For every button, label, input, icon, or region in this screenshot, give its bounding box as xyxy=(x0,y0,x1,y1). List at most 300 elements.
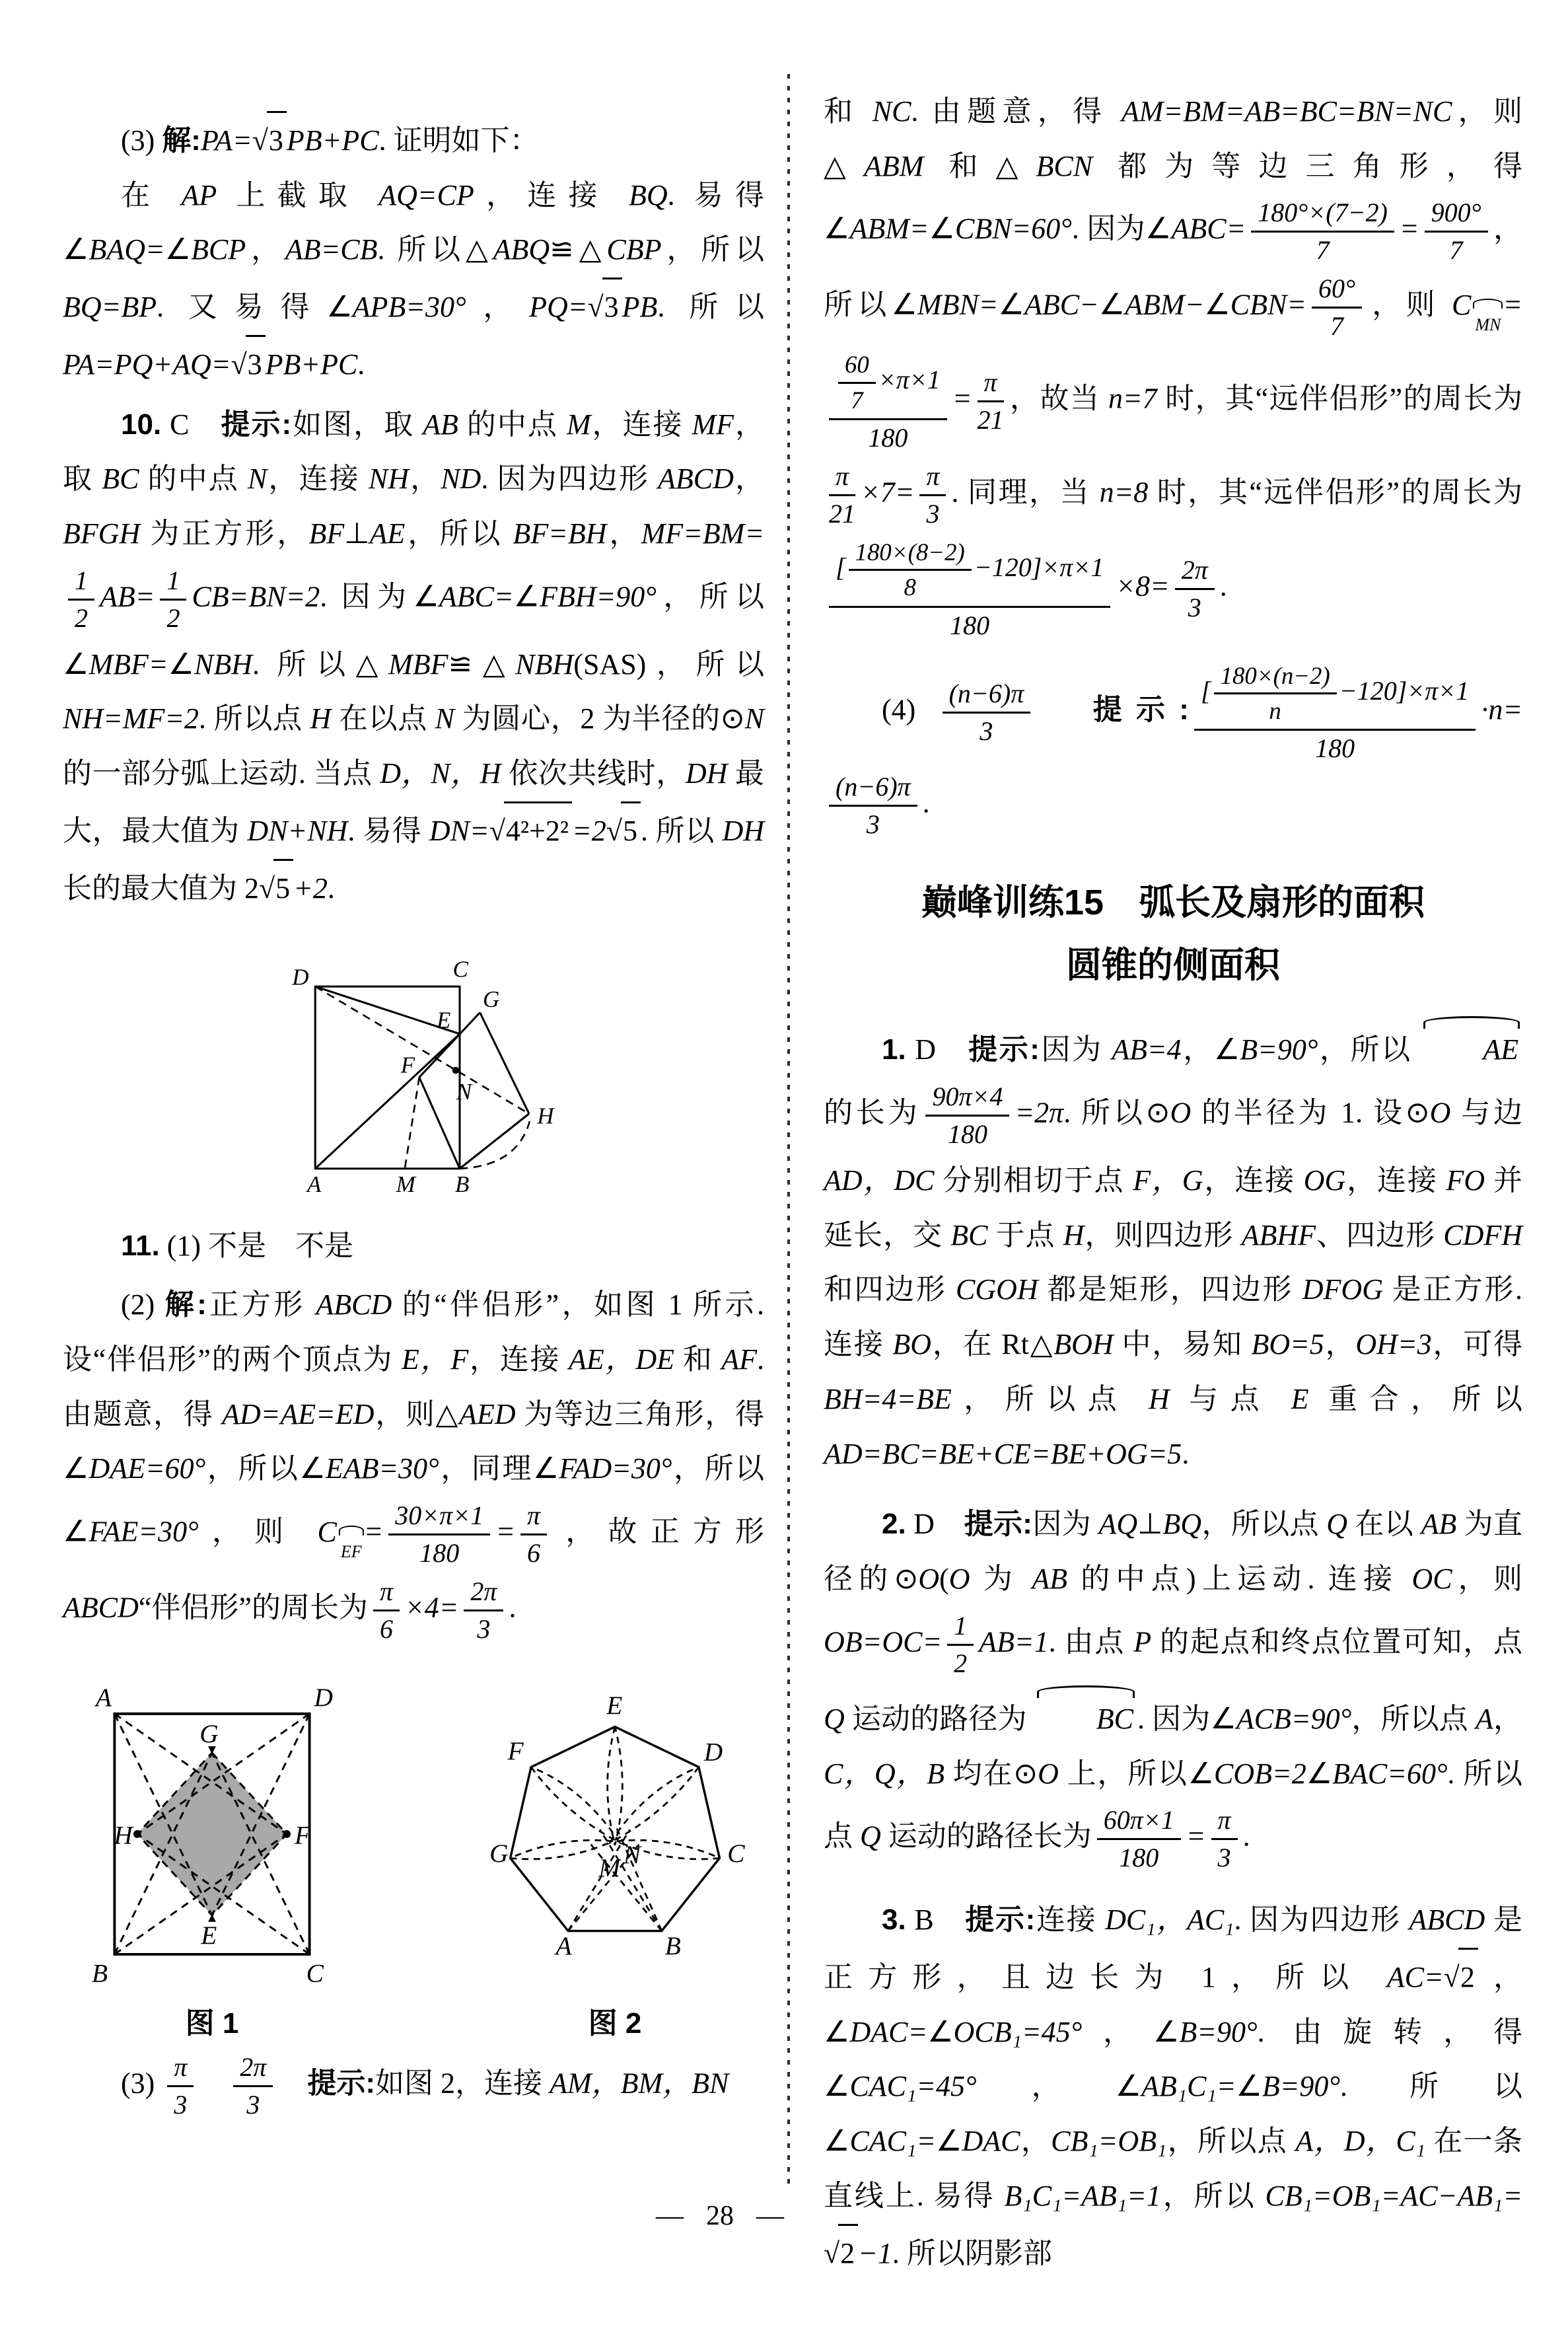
math-run: H xyxy=(1148,1382,1170,1415)
text-run: . xyxy=(509,1591,517,1624)
math-run: −1 xyxy=(858,2236,892,2270)
fraction-numerator xyxy=(1175,555,1215,590)
page-number-row xyxy=(614,2200,826,2232)
fig2-label-F: F xyxy=(507,1736,524,1765)
text-run: ，所以点 xyxy=(951,1382,1149,1415)
left-column xyxy=(63,111,764,2124)
math-run: ⊙O xyxy=(894,1563,940,1596)
text-run: . 由题意，得 xyxy=(911,95,1122,128)
fraction-numerator xyxy=(947,1611,974,1646)
math-run: =2 xyxy=(572,814,606,847)
math-run: 3 xyxy=(477,1613,491,1644)
sqrt-expression xyxy=(588,277,622,335)
math-run: ∠CAC₁=45° xyxy=(824,2070,977,2103)
paragraph xyxy=(63,111,764,168)
text-run: D xyxy=(906,1508,964,1541)
bold-label: 10. xyxy=(121,408,162,441)
math-run: ∠B=90° xyxy=(1153,2015,1258,2048)
text-run: ，则 xyxy=(1367,289,1452,322)
math-run: 60° xyxy=(1318,274,1355,304)
math-run: ABCD xyxy=(63,1591,139,1624)
text-run: 的“伴侣形”，如图 1 所示. 设“伴侣形”的两个顶点为 xyxy=(63,1288,765,1376)
math-run: ∠BAQ=∠BCP xyxy=(63,233,246,266)
text-run: ， xyxy=(466,291,530,324)
paragraph xyxy=(824,1893,1522,2281)
text-run: (2) xyxy=(121,1288,165,1321)
fraction-numerator xyxy=(1214,662,1337,694)
text-run: . xyxy=(1219,570,1227,603)
math-run: π xyxy=(379,1576,393,1606)
math-run: ND xyxy=(441,462,481,496)
text-run: 为正方形， xyxy=(140,517,309,550)
text-run: . 所以点 xyxy=(824,1757,1523,1853)
math-run: AE，DE xyxy=(569,1343,674,1376)
math-run: 8 xyxy=(904,573,916,601)
paragraph xyxy=(63,1219,764,1274)
text-run: 中，易知 xyxy=(1113,1328,1252,1361)
paragraph xyxy=(824,1497,1522,1877)
fig1-label-A: A xyxy=(95,1683,112,1713)
math-run: ∠CAC₁=∠DAC xyxy=(824,2125,1020,2158)
math-run: ∠MBF=∠NBH xyxy=(63,647,252,681)
fraction-denominator xyxy=(1194,731,1476,764)
text-run: 的中点 xyxy=(139,462,248,496)
bold-label: 提示: xyxy=(221,408,292,441)
math-run: ∠COB=2∠BAC=60° xyxy=(1188,1757,1448,1790)
math-run: −120]×π×1 xyxy=(1339,675,1470,706)
fraction-numerator xyxy=(919,461,946,496)
sqrt-expression xyxy=(1444,1948,1478,2005)
math-run: = xyxy=(1186,1820,1206,1853)
math-run: MF=BM= xyxy=(641,517,765,550)
text-run: ， xyxy=(1181,1033,1214,1066)
math-run: MF xyxy=(692,408,734,441)
fig10-point-N-dot xyxy=(452,1067,460,1074)
fraction xyxy=(1175,555,1215,623)
text-run: 运动的路径为 xyxy=(844,1702,1034,1735)
math-run: 180 xyxy=(947,1119,987,1150)
fraction-denominator xyxy=(1312,309,1362,342)
math-run: 900° xyxy=(1431,198,1481,228)
text-run: 并延长，交 xyxy=(824,1164,1523,1251)
text-run: 均在 xyxy=(944,1757,1014,1790)
text-run xyxy=(199,2067,228,2100)
math-run: AB xyxy=(1032,1563,1068,1596)
fig1-label-B: B xyxy=(91,1958,108,1988)
math-run: C，Q，B xyxy=(824,1757,944,1790)
math-run: DN+NH xyxy=(247,814,348,847)
radicand: 4²+2² xyxy=(504,801,572,859)
text-run: 分别相切于点 xyxy=(934,1164,1133,1197)
right-text-top xyxy=(824,85,1522,844)
fig2-heptagon xyxy=(511,1726,720,1931)
fig1-shaded-rhombus xyxy=(137,1753,287,1915)
math-run: 180 xyxy=(950,610,990,640)
math-run: N xyxy=(247,462,267,496)
math-run: P xyxy=(1133,1625,1152,1658)
math-run: π xyxy=(983,367,997,398)
math-run: CDFH xyxy=(1443,1218,1523,1251)
text-run: . 证明如下： xyxy=(378,124,539,157)
math-run: ×7= xyxy=(861,476,915,509)
figure-problem10-wrap xyxy=(63,933,764,1211)
fraction-denominator xyxy=(160,601,186,634)
text-run: ， xyxy=(733,462,765,496)
math-run: 180 xyxy=(1315,733,1355,764)
math-run: E xyxy=(1291,1382,1309,1415)
math-run: △BCN xyxy=(995,149,1093,182)
text-run: . 由题意，得 xyxy=(63,1343,765,1430)
fraction-denominator xyxy=(1251,233,1394,266)
fig1-label-E: E xyxy=(201,1921,217,1950)
fraction-denominator xyxy=(520,1535,547,1568)
fraction xyxy=(1097,1805,1181,1873)
fraction-denominator xyxy=(978,402,1004,435)
fraction-denominator xyxy=(1425,233,1488,266)
paragraph xyxy=(824,657,1522,844)
fraction-numerator xyxy=(373,1576,400,1611)
text-run: ，所以 xyxy=(656,580,765,613)
math-run: = xyxy=(363,1515,384,1548)
text-run: 和四边形 xyxy=(824,1273,956,1306)
math-run: DN= xyxy=(429,814,489,847)
radical-sign: √ xyxy=(489,814,505,847)
fraction-numerator xyxy=(160,566,186,601)
text-run: ，所以 xyxy=(1160,2179,1265,2212)
fraction xyxy=(520,1500,547,1568)
fraction xyxy=(829,537,1110,641)
text-run: 在 xyxy=(121,178,182,211)
math-run: ∠FAE=30° xyxy=(63,1515,199,1548)
math-run: 2π xyxy=(1181,554,1208,585)
text-run: ，所以 xyxy=(205,1452,300,1485)
text-run: ， xyxy=(246,233,285,266)
fig10-label-F: F xyxy=(400,1052,415,1078)
text-run: . 所以点 xyxy=(199,702,310,735)
text-run: ，则四边形 xyxy=(1084,1218,1242,1251)
fraction xyxy=(464,1576,503,1644)
math-run: OH=3 xyxy=(1355,1328,1432,1361)
text-run: “伴侣形”的周长为 xyxy=(138,1591,368,1624)
fraction xyxy=(1251,198,1394,266)
math-run: BQ xyxy=(628,178,668,211)
text-run: . 所以 xyxy=(1340,2070,1522,2103)
text-run: . 因为 xyxy=(1071,213,1146,246)
fraction-numerator xyxy=(388,1500,490,1535)
page-number: 28 xyxy=(706,2201,734,2231)
math-run: AB=CB xyxy=(285,233,378,266)
figure2-cell xyxy=(475,1668,755,2042)
math-run: n xyxy=(1269,697,1281,724)
fraction-denominator xyxy=(1214,694,1337,725)
bold-label: 3. xyxy=(882,1903,906,1937)
fig10-label-C: C xyxy=(452,956,468,982)
text-run: ，所以点 xyxy=(1166,2125,1296,2158)
fig10-solid-lines xyxy=(315,986,529,1169)
radical-sign: √ xyxy=(824,2236,840,2270)
radicand: 5 xyxy=(621,801,641,859)
text-run: ，所以点 xyxy=(1201,1508,1327,1541)
text-run: 在以点 xyxy=(331,702,435,735)
figure1-cell xyxy=(72,1668,352,2042)
fraction xyxy=(943,679,1031,747)
math-run: OB=OC= xyxy=(824,1625,943,1658)
math-run: ∠FAD=30° xyxy=(532,1452,672,1485)
math-run: H xyxy=(1063,1218,1085,1251)
math-run: DFOG xyxy=(1302,1273,1383,1306)
fraction-denominator xyxy=(1211,1840,1238,1873)
fig10-label-A: A xyxy=(307,1171,322,1198)
math-run: AC= xyxy=(1386,1960,1444,1993)
text-run: 的起点和终点位置可知，点 xyxy=(1151,1625,1523,1658)
fraction-numerator xyxy=(978,367,1004,402)
radicand: 5 xyxy=(273,859,293,916)
text-run: 长的最大值为 2 xyxy=(63,871,259,904)
text-run: . xyxy=(357,348,365,381)
text-run: 是正方形，且边长为 1，所以 xyxy=(824,1903,1523,1993)
text-run: . 易得 xyxy=(347,814,429,847)
text-run: D xyxy=(906,1033,969,1066)
text-run: ，连接 xyxy=(468,1343,569,1376)
fig10-label-D: D xyxy=(292,964,309,990)
math-run: 3 xyxy=(926,499,940,529)
text-run: ， xyxy=(976,2070,1116,2103)
text-run: . 同理，当 xyxy=(951,476,1100,509)
math-run: 2π xyxy=(240,2051,267,2082)
math-run: FO xyxy=(1446,1164,1485,1197)
math-run: ∠B=90° xyxy=(1213,1033,1318,1066)
text-run: ，所以 xyxy=(1318,1033,1421,1066)
left-text-mid xyxy=(63,1219,764,1648)
text-run: 运动的路径长为 xyxy=(880,1820,1092,1853)
math-run: 7 xyxy=(851,386,863,414)
text-run: . xyxy=(1242,1820,1250,1853)
math-run: π xyxy=(926,461,940,492)
text-run: . 所以 xyxy=(252,647,356,681)
text-run: 的中点 xyxy=(458,408,567,441)
fraction-denominator xyxy=(167,2087,194,2120)
page-number-dash-right: — xyxy=(756,2201,784,2231)
text-run: 上截取 xyxy=(217,178,379,211)
math-run: DC₁，AC₁ xyxy=(1105,1903,1234,1937)
math-run: 2 xyxy=(75,603,88,633)
math-run: 180×(n−2) xyxy=(1220,661,1330,689)
text-run: 时，其“远伴侣形”的周长为 xyxy=(1148,476,1523,509)
text-run: ，所以点 xyxy=(1351,1702,1476,1735)
math-run: ABCD xyxy=(658,462,734,496)
fraction xyxy=(829,350,947,453)
fig2-label-G: G xyxy=(489,1839,509,1868)
text-run: 为直径的 xyxy=(824,1508,1523,1596)
fig10-label-G: G xyxy=(483,986,500,1013)
text-run: . 易得 xyxy=(667,178,765,211)
fig10-dashed-lines xyxy=(315,986,530,1169)
math-run: 90π×4 xyxy=(932,1082,1003,1112)
math-run: 180 xyxy=(868,423,908,453)
fraction-denominator xyxy=(943,714,1031,747)
math-run: ∠ACB=90° xyxy=(1210,1702,1352,1735)
fraction-denominator xyxy=(68,601,94,634)
fraction-numerator xyxy=(829,461,855,496)
fraction-denominator xyxy=(849,571,972,601)
text-run: ，所以 xyxy=(824,213,1522,322)
math-run: 6 xyxy=(527,1537,541,1568)
sqrt-expression xyxy=(606,801,641,859)
text-run: (4) xyxy=(882,693,937,726)
text-run: ，连接 xyxy=(267,462,369,496)
fraction-numerator xyxy=(68,566,94,601)
fig10-label-N: N xyxy=(456,1079,472,1105)
math-run: =2π xyxy=(1015,1096,1064,1129)
text-run: 和 xyxy=(923,149,996,182)
text-run: . 所以 xyxy=(1063,1096,1146,1129)
math-run: ⊙O xyxy=(1013,1757,1059,1790)
text-run: 因为 xyxy=(1032,1508,1099,1541)
text-run: 的中点)上运动. 连接 xyxy=(1067,1563,1412,1596)
math-run: 1 xyxy=(954,1610,968,1641)
math-run: ∠MBN=∠ABC−∠ABM−∠CBN= xyxy=(891,289,1306,322)
math-run: 2 xyxy=(954,1648,968,1678)
math-run: D，N，H xyxy=(380,757,501,790)
text-run: B xyxy=(906,1903,966,1937)
text-run: . 所以 xyxy=(640,814,723,847)
fraction-numerator xyxy=(829,350,947,420)
math-run: PB+PC xyxy=(265,348,358,381)
math-run: π xyxy=(174,2051,188,2082)
math-run: BF=BH xyxy=(513,517,607,550)
math-run: E，F xyxy=(401,1343,469,1376)
math-run: 7 xyxy=(1449,235,1463,266)
math-run: AQ=CP xyxy=(378,178,474,211)
fraction-denominator xyxy=(1175,590,1215,623)
paragraph xyxy=(63,2048,764,2124)
text-run: . xyxy=(922,786,930,819)
text-run: ，故当 xyxy=(1009,382,1108,415)
text-run: ， xyxy=(1493,1702,1522,1735)
math-run: 2 xyxy=(166,603,180,633)
fraction-numerator xyxy=(520,1500,547,1535)
radicand: 3 xyxy=(246,335,266,392)
text-run: 因为 xyxy=(1039,1033,1112,1066)
math-run: ∠DAE=60° xyxy=(63,1452,206,1485)
text-run: 上，所以 xyxy=(1058,1757,1188,1790)
math-run: [ xyxy=(836,552,846,583)
fraction xyxy=(1194,661,1476,764)
radical-sign: √ xyxy=(606,814,622,847)
right-text-items xyxy=(824,1014,1522,2281)
fraction-numerator xyxy=(829,772,917,807)
text-run: ，连接 xyxy=(1203,1164,1304,1197)
text-run: ，所以 xyxy=(672,1452,765,1485)
math-run: BC xyxy=(950,1218,988,1251)
fig10-label-H: H xyxy=(537,1103,554,1129)
fraction xyxy=(388,1500,490,1568)
radicand: 3 xyxy=(602,277,622,335)
math-run: +2 xyxy=(293,871,328,904)
sqrt-expression xyxy=(824,2224,858,2281)
text-run: 在一条直线上. 易得 xyxy=(824,2125,1523,2212)
fraction-denominator xyxy=(829,608,1110,641)
text-run: 最大，最大值为 xyxy=(63,757,765,847)
fig2-label-E: E xyxy=(606,1690,623,1720)
math-run: 60 xyxy=(845,351,869,379)
fraction-denominator xyxy=(233,2087,273,2120)
fraction-numerator xyxy=(464,1576,503,1611)
text-run: 依次共线时， xyxy=(501,757,686,790)
text-run: ，同理 xyxy=(439,1452,533,1485)
left-text-bottom xyxy=(63,2048,764,2124)
text-run: 的长为 xyxy=(824,1096,921,1129)
math-run: PA=PQ+AQ= xyxy=(63,348,231,381)
fraction xyxy=(829,772,917,840)
math-run: PB xyxy=(622,291,658,324)
page-number-dash-left: — xyxy=(656,2201,684,2231)
math-run: CB₁=OB₁=AC−AB₁= xyxy=(1265,2179,1523,2212)
text-run: 在以 xyxy=(1347,1508,1421,1541)
text-run: ，则 xyxy=(1452,1563,1523,1596)
text-run: . 因为 xyxy=(1137,1702,1211,1735)
math-run: ∠ABC= xyxy=(1145,213,1246,246)
math-run: 2π xyxy=(470,1576,497,1606)
math-run: 21 xyxy=(977,405,1004,435)
bold-label: 1. xyxy=(882,1033,906,1066)
fig1-label-C: C xyxy=(306,1958,324,1988)
math-run: ×4= xyxy=(405,1591,459,1624)
fig10-label-M: M xyxy=(396,1171,415,1198)
fraction-denominator xyxy=(1097,1840,1181,1873)
text-run: ，可得 xyxy=(1431,1328,1523,1361)
math-run: N xyxy=(435,702,454,735)
paragraph xyxy=(63,398,764,916)
fraction-numerator xyxy=(849,538,972,571)
text-run: ，则 xyxy=(198,1515,318,1548)
text-run xyxy=(1036,693,1093,725)
text-run: ( xyxy=(939,1563,949,1596)
bold-label: 提示: xyxy=(307,2067,376,2100)
fig10-label-E: E xyxy=(437,1007,451,1033)
text-run: 都为等边三角形，得 xyxy=(1092,149,1523,182)
text-run: ，连接 xyxy=(590,408,692,441)
math-run: NH xyxy=(368,462,409,496)
math-run: 180×(8−2) xyxy=(855,538,965,566)
fraction-denominator xyxy=(829,807,917,840)
arc-symbol-subscript: EF xyxy=(339,1536,364,1568)
figure-1 xyxy=(72,1668,352,1993)
text-run: (3) xyxy=(121,124,162,157)
text-run: ， xyxy=(1324,1328,1356,1361)
bold-label: 提示: xyxy=(968,1033,1040,1066)
fraction xyxy=(925,1082,1009,1150)
math-run: ·n= xyxy=(1481,693,1523,726)
text-run: ， xyxy=(606,517,641,550)
fig1-point-F-dot xyxy=(283,1830,291,1838)
math-run: O xyxy=(948,1563,970,1596)
text-run: 和 xyxy=(824,95,873,128)
math-run: △AED xyxy=(435,1397,516,1430)
text-run: 与边 xyxy=(1450,1096,1523,1129)
arc-over-letters: AE xyxy=(1421,1023,1522,1078)
right-column xyxy=(824,85,1522,2281)
text-run: . 所以 xyxy=(377,233,466,266)
text-run: ， xyxy=(1020,2125,1051,2158)
text-run: 重合，所以 xyxy=(1308,1382,1523,1415)
fraction-denominator xyxy=(388,1535,490,1568)
math-run: (n−6)π xyxy=(836,772,911,802)
math-run: 30×π×1 xyxy=(395,1500,484,1530)
text-run: ，在 Rt xyxy=(931,1328,1029,1361)
fraction-numerator xyxy=(943,679,1031,714)
math-run: AM=BM=AB=BC=BN=NC xyxy=(1121,95,1452,128)
